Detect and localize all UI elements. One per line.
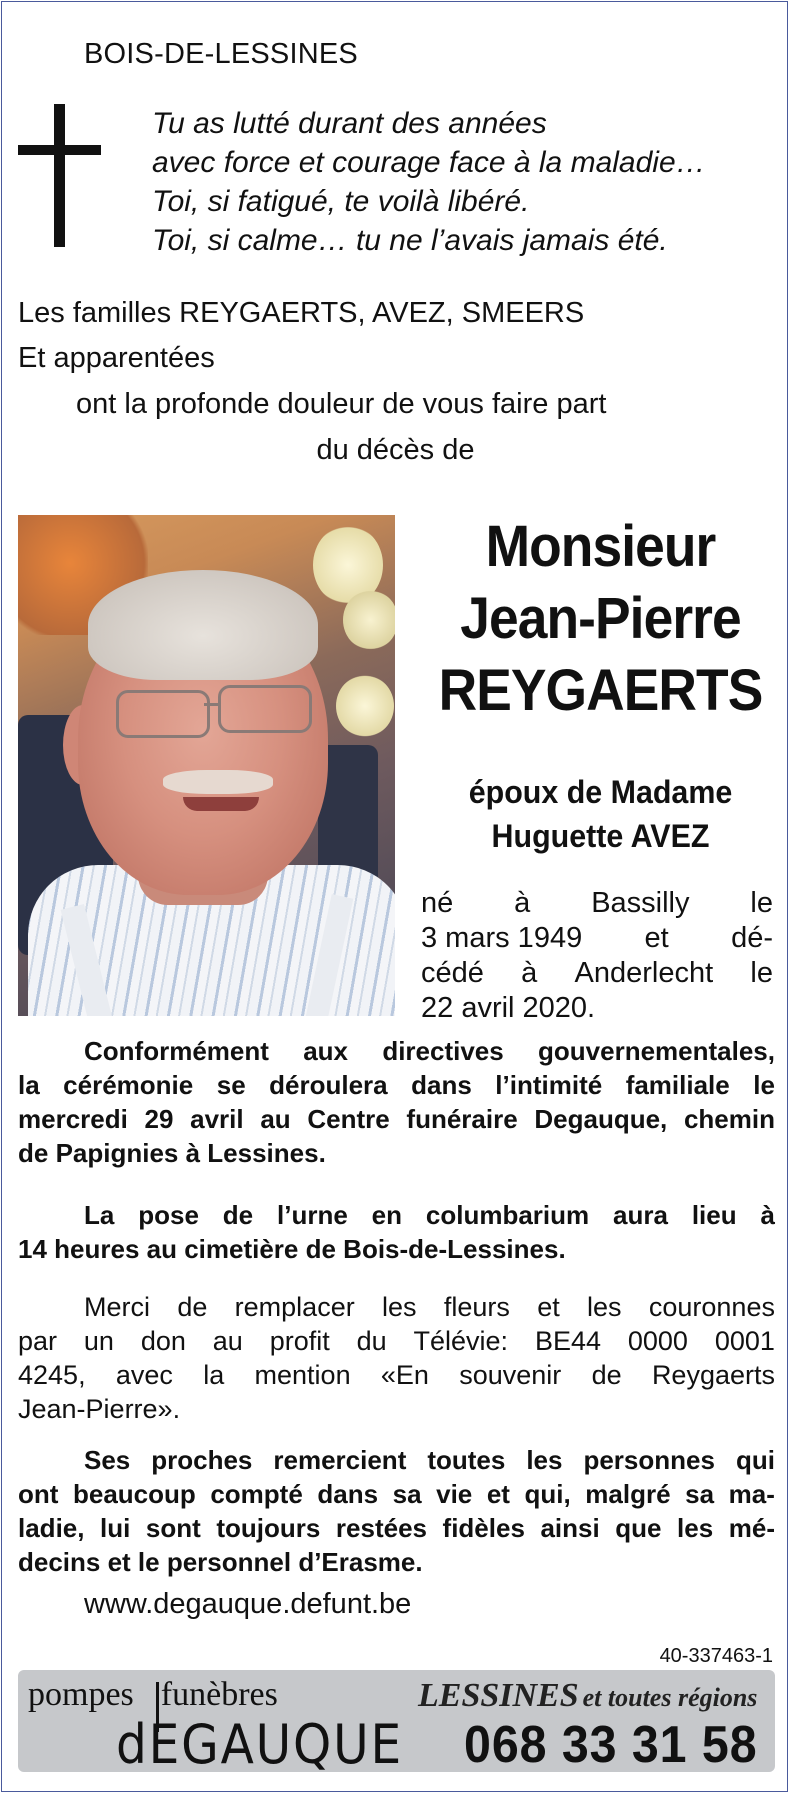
families-line: Et apparentées (18, 342, 215, 374)
paragraph-line: Conformément aux directives gouvernementales, (84, 1036, 775, 1066)
website-link[interactable]: www.degauque.defunt.be (84, 1588, 412, 1620)
brand-name: dEGAUQUE (116, 1713, 403, 1776)
birth-word: à (514, 887, 531, 919)
thanks-paragraph (18, 1443, 775, 1579)
poem-line: Tu as lutté durant des années (152, 107, 547, 140)
name-title: Monsieur (485, 514, 716, 579)
announcement-line: du décès de (316, 434, 475, 466)
paragraph-line: Merci de remplacer les fleurs et les couronnes (84, 1292, 775, 1322)
spouse-line: Huguette AVEZ (491, 818, 710, 854)
ceremony-paragraph (18, 1034, 775, 1170)
birth-word: Anderlecht (574, 957, 714, 989)
poem-line: avec force et courage face à la maladie… (152, 146, 706, 179)
death-date: 22 avril 2020. (421, 992, 596, 1024)
birth-word: dé- (731, 922, 773, 954)
reference-number: 40-337463-1 (659, 1645, 773, 1667)
birth-word: Bassilly (591, 887, 690, 919)
birth-word: le (750, 957, 773, 989)
donation-paragraph (18, 1290, 775, 1426)
region-label (418, 1677, 757, 1715)
cross-icon (18, 104, 101, 247)
birth-word: 3 mars 1949 (421, 922, 583, 954)
paragraph-line: decins et le personnel d’Erasme. (18, 1547, 423, 1577)
brand-word: funèbres (160, 1676, 278, 1713)
paragraph-line: par un don au profit du Télévie: BE44 0000 0001 (18, 1326, 775, 1356)
deceased-name (410, 514, 791, 734)
birth-word: né (421, 887, 454, 919)
paragraph-line: mercredi 29 avril au Centre funéraire Degauque, chemin (18, 1104, 775, 1134)
location-heading: BOIS-DE-LESSINES (84, 38, 358, 70)
poem (152, 104, 706, 260)
birth-word: à (521, 957, 538, 989)
birth-word: et (644, 922, 669, 954)
brand-subtitle (28, 1676, 278, 1714)
paragraph-line: ladie, lui sont toujours restées fidèles ainsi que les mé- (18, 1513, 775, 1543)
portrait-photo (18, 515, 395, 1016)
spouse-line: époux de Madame (468, 774, 733, 810)
poem-line: Toi, si calme… tu ne l’avais jamais été. (152, 224, 668, 257)
paragraph-line: Ses proches remercient toutes les personnes qui (84, 1445, 775, 1475)
announcement-line: ont la profonde douleur de vous faire part (76, 388, 607, 420)
families-line: Les familles REYGAERTS, AVEZ, SMEERS (18, 297, 585, 329)
poem-line: Toi, si fatigué, te voilà libéré. (152, 185, 530, 218)
phone-number[interactable]: 068 33 31 58 (464, 1716, 758, 1774)
paragraph-line: de Papignies à Lessines. (18, 1138, 326, 1168)
birth-death-info (421, 886, 773, 1026)
brand-word: pompes (28, 1676, 134, 1713)
urn-paragraph (18, 1198, 775, 1266)
paragraph-line: Jean-Pierre». (18, 1394, 181, 1424)
paragraph-line: ont beaucoup compté dans sa vie et qui, malgré sa ma- (18, 1479, 775, 1509)
paragraph-line: 14 heures au cimetière de Bois-de-Lessines. (18, 1234, 566, 1264)
name-first: Jean-Pierre (460, 586, 741, 651)
region-city: LESSINES (418, 1677, 579, 1714)
region-rest: et toutes régions (582, 1683, 758, 1712)
paragraph-line: La pose de l’urne en columbarium aura lieu à (84, 1200, 775, 1230)
name-last: REYGAERTS (438, 658, 763, 723)
birth-word: le (750, 887, 773, 919)
birth-word: cédé (421, 957, 484, 989)
paragraph-line: la cérémonie se déroulera dans l’intimité familiale le (18, 1070, 775, 1100)
paragraph-line: 4245, avec la mention «En souvenir de Reygaerts (18, 1360, 775, 1390)
